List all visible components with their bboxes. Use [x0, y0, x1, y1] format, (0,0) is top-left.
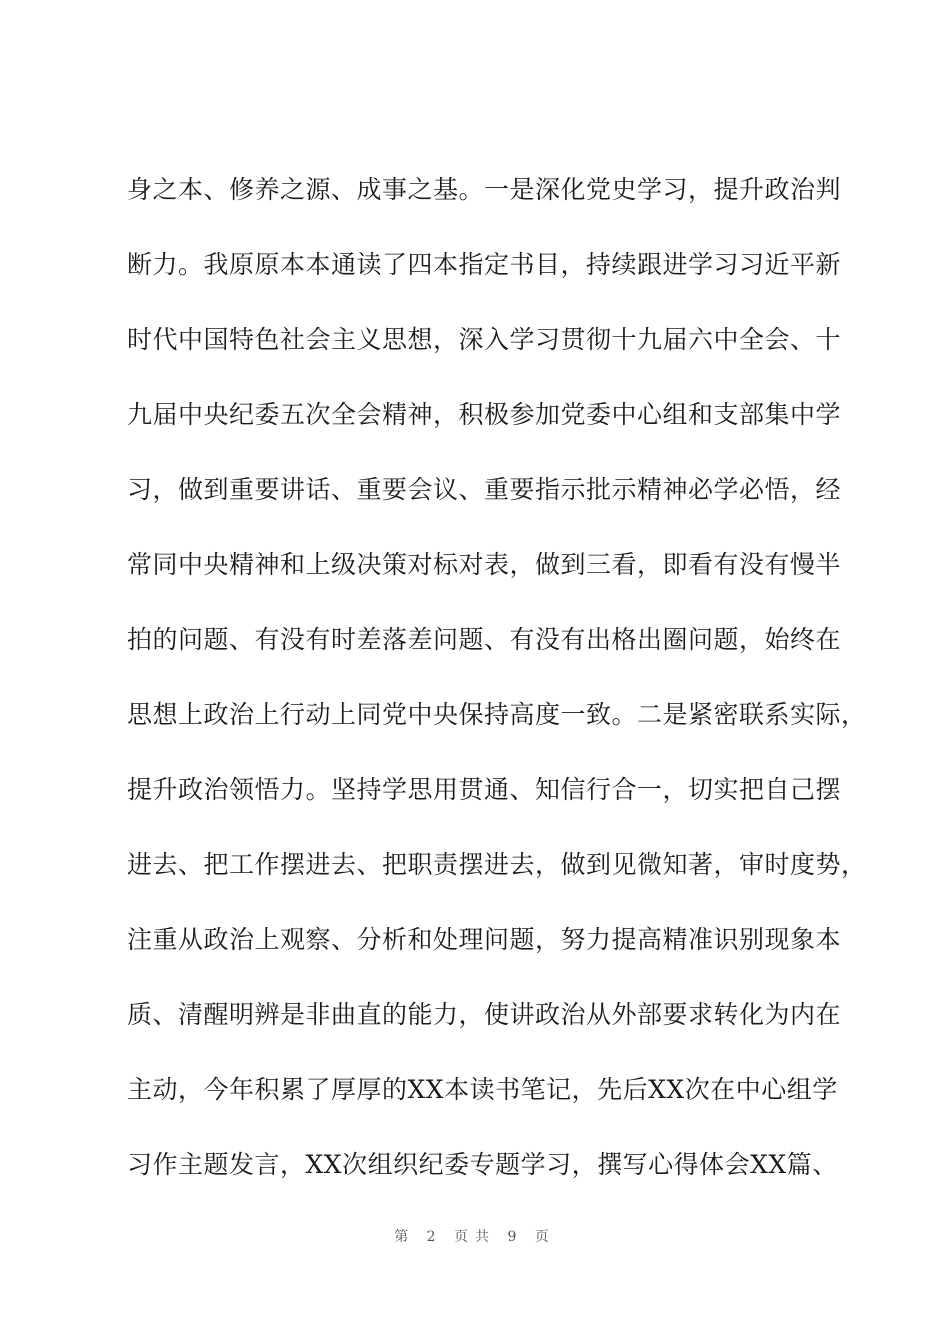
- body-text: [127, 166, 867, 1216]
- text-line: 主动，今年积累了厚厚的XX本读书笔记，先后XX次在中心组学: [127, 1075, 838, 1104]
- text-line: 常同中央精神和上级决策对标对表，做到三看，即看有没有慢半: [127, 550, 842, 579]
- page-footer: 第 2 页共 9 页: [394, 1229, 556, 1245]
- text-line: 注重从政治上观察、分析和处理问题，努力提高精准识别现象本: [127, 925, 842, 954]
- text-line: 身之本、修养之源、成事之基。一是深化党史学习，提升政治判: [127, 175, 842, 204]
- text-line: 九届中央纪委五次全会精神，积极参加党委中心组和支部集中学: [127, 400, 842, 429]
- text-line: 拍的问题、有没有时差落差问题、有没有出格出圈问题，始终在: [127, 625, 842, 654]
- text-line: 时代中国特色社会主义思想，深入学习贯彻十九届六中全会、十: [127, 325, 842, 354]
- text-line: 思想上政治上行动上同党中央保持高度一致。二是紧密联系实际，: [127, 700, 867, 729]
- text-line: 习，做到重要讲话、重要会议、重要指示批示精神必学必悟，经: [127, 475, 842, 504]
- text-line: 习作主题发言，XX次组织纪委专题学习，撰写心得体会XX篇、: [127, 1150, 838, 1179]
- text-line: 质、清醒明辨是非曲直的能力，使讲政治从外部要求转化为内在: [127, 1000, 842, 1029]
- text-line: 进去、把工作摆进去、把职责摆进去，做到见微知著，审时度势，: [127, 850, 867, 879]
- text-line: 断力。我原原本本通读了四本指定书目，持续跟进学习习近平新: [127, 250, 842, 279]
- text-line: 提升政治领悟力。坚持学思用贯通、知信行合一，切实把自己摆: [127, 775, 842, 804]
